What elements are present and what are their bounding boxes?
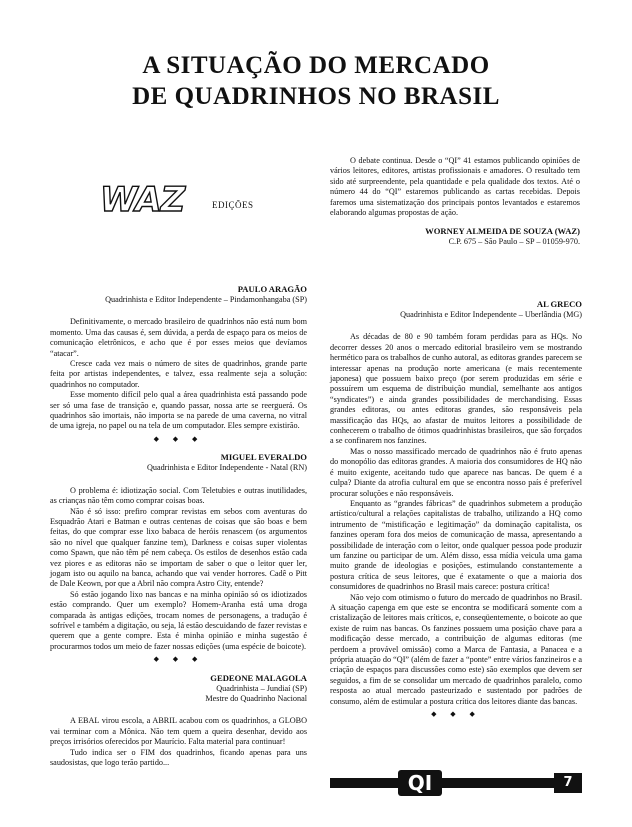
qi-logo: QI [398, 770, 442, 796]
title-line-2: DE QUADRINHOS NO BRASIL [132, 83, 500, 110]
page-number: 7 [554, 773, 582, 793]
paragraph: Esse momento difícil pelo qual a área quadrinhista está passando pode ser só uma fase de transição e, quando passar, nossa arte se reerguerá. Os quadrinhos são imortais, não importa se na parede de uma caverna, no vitral de uma igreja, no papel ou na tela de um computador. Eles sempre existirão. [50, 390, 307, 431]
section-ornament: ◆ ◆ ◆ [153, 655, 204, 664]
author-role: Quadrinhista e Editor Independente – Pindamonhangaba (SP) [105, 295, 307, 304]
author-role: Quadrinhista – Jundiaí (SP) [216, 683, 307, 693]
waz-logo-mark: WAZ [100, 180, 185, 220]
author-gedeone-malagola: GEDEONE MALAGOLA [210, 672, 307, 683]
paragraph: Tudo indica ser o FIM dos quadrinhos, ficando apenas para uns saudosistas, que logo terão partido... [50, 747, 307, 768]
paragraph: As décadas de 80 e 90 também foram perdidas para as HQs. No decorrer desses 20 anos o mercado editorial brasileiro vem se mostrando hermético para os trabalhos de cunho autoral, as editoras grandes parecem se interessar apenas na produção norte americana (e mais recentemente japonesa) que possuem baixo preço (por serem produzidas em série e possuírem um esquema de distribuição mundial, semelhante aos antigos “syndicates”) e ainda grandes possibilidades de merchandising. Essas grandes editoras, ou antes editoras grandes, são responsáveis pela massificação das HQs, ao afastar de muitos leitores a possibilidade de conhecerem o trabalho de ótimos quadrinhistas brasileiros, que são forçados a se confinarem nos fanzines. [330, 332, 582, 446]
section-ornament: ◆ ◆ ◆ [153, 434, 204, 443]
intro-signature-address: C.P. 675 – São Paulo – SP – 01059-970. [448, 236, 580, 246]
paragraph: Não é só isso: prefiro comprar revistas em sebos com aventuras do Esquadrão Atari e Batman e outras centenas de coisas que são boas e bem feitas, do que comprar esse lixo babaca de heróis renascem (os argumentos são no nível que qualquer fanzine tem), Darkness e coisas super violentas como Spawn, que não têm pé nem cabeça. Os estilos de desenhos estão cada vez piores e as editoras não se importam de saber o que o leitor quer ler, jogam isto ou aquilo na banca, achando que vai vender horrores. Cadê o Pitt de Dale Keown, por que a Abril não compra Astro City, entende? [50, 506, 307, 589]
paragraph: Cresce cada vez mais o número de sites de quadrinhos, grande parte feita por artistas independentes, e talvez, essa realmente seja a solução: quadrinhos no computador. [50, 359, 307, 389]
author-al-greco: AL GRECO [536, 299, 582, 309]
author-paulo-aragao: PAULO ARAGÃO [237, 284, 307, 294]
paragraph: A EBAL virou escola, a ABRIL acabou com os quadrinhos, a GLOBO vai terminar com a Mônica. Não tem quem a queira desenhar, devido aos preços irrisórios oferecidos por Maurício. Falta material para continuar! [50, 716, 307, 747]
title-line-1: A SITUAÇÃO DO MERCADO [142, 52, 490, 79]
paragraph: Não vejo com otimismo o futuro do mercado de quadrinhos no Brasil. A situação capenga em que este se encontra se modificará somente com a cristalização de leitores mais críticos, e, conseqüentemente, o boicote ao que existe de ruim nas bancas. Os fanzines possuem uma posição chave para a modificação desse mercado, a contribuição de algumas editoras (me perdoem a provável omissão) como a Marca de Fantasia, a Panacea e a própria atuação do “QI” (além de fazer a “ponte” entre vários fanzineiros e a criação de espaços para discussões como este) são exemplos que devem ser seguidos, a fim de se consolidar um mercado de quadrinhos paralelo, como resposta ao atual mercado pasteurizado e sustentado por padrões de consumo, além de estimular a postura crítica dos leitores diante das bancas. [330, 592, 582, 706]
waz-logo-sub: EDIÇÕES [212, 200, 254, 210]
page-title [0, 50, 632, 112]
author-role: Quadrinhista e Editor Independente – Uberlândia (MG) [400, 310, 582, 319]
author-role: Quadrinhista e Editor Independente - Natal (RN) [146, 463, 307, 473]
paragraph: Mas o nosso massificado mercado de quadrinhos não é fruto apenas do monopólio das editoras grandes. A maioria dos consumidores de HQ não é muito exigente, aceitando tudo que aparece nas bancas. De quem é a culpa? Diante da atrofia cultural em que se encontra nosso país é preferível procurar soluções e não responsáveis. [330, 446, 582, 498]
intro-block [330, 156, 580, 247]
intro-text: O debate continua. Desde o “QI” 41 estamos publicando opiniões de vários leitores, editores, artistas profissionais e amadores. O resultado tem sido até surpreendente, pela quantidade e pela qualidade dos textos. Até o número 44 do “QI” estaremos publicando as cartas recebidas. Depois faremos uma sistematização dos principais pontos levantados e estaremos elaborando algumas propostas de ação. [330, 156, 580, 218]
section-ornament: ◆ ◆ ◆ [431, 710, 481, 719]
author-miguel-everaldo: MIGUEL EVERALDO [220, 452, 307, 463]
author-title: Mestre do Quadrinho Nacional [205, 694, 307, 703]
paragraph: O problema é: idiotização social. Com Teletubies e outras inutilidades, as crianças não têm como comprar coisas boas. [50, 485, 307, 506]
paragraph: Só estão jogando lixo nas bancas e na minha opinião só os idiotizados estão comprando. Quer um exemplo? Homem-Aranha está uma droga comparada às antigas edições, trocam nomes de personagens, a tradução é sofrível e também a digitação, ou seja, lá estão descuidando de fazer revistas e querem que a gente compre. Esta é minha opinião e minha sugestão é procurarmos todos um meio de fazer nossas edições (uma espécie de boicote). [50, 589, 307, 651]
waz-edicoes-logo [100, 180, 280, 220]
paragraph: Enquanto as “grandes fábricas” de quadrinhos submetem a produção artístico/cultural a relações capitalistas de trabalho, utilizando a HQ como intrumento de “mistificação e legitimação” da dominação capitalista, os fanzines operam fora dos meios de comunicação de massa, apresentando a possibilidade de interação com o leitor, onde qualquer pessoa pode produzir um fanzine ou participar de um. Além disso, essa mídia veicula uma gama muito grande de ideologias e posições, estimulando constantemente a postura crítica de seus leitores, que é exatamente o que a maioria dos consumidores de quadrinhos no Brasil mais carece: postura crítica! [330, 498, 582, 592]
intro-signature-name: WORNEY ALMEIDA DE SOUZA (WAZ) [425, 226, 580, 237]
right-column [330, 291, 582, 721]
footer-bar [330, 778, 582, 788]
left-column [50, 276, 307, 768]
paragraph: Definitivamente, o mercado brasileiro de quadrinhos não está num bom momento. Uma das causas é, sem dúvida, a perda de espaço para os meios de comunicação eletrônicos, e acho que é por esses meios que devíamos “atacar”. [50, 317, 307, 358]
